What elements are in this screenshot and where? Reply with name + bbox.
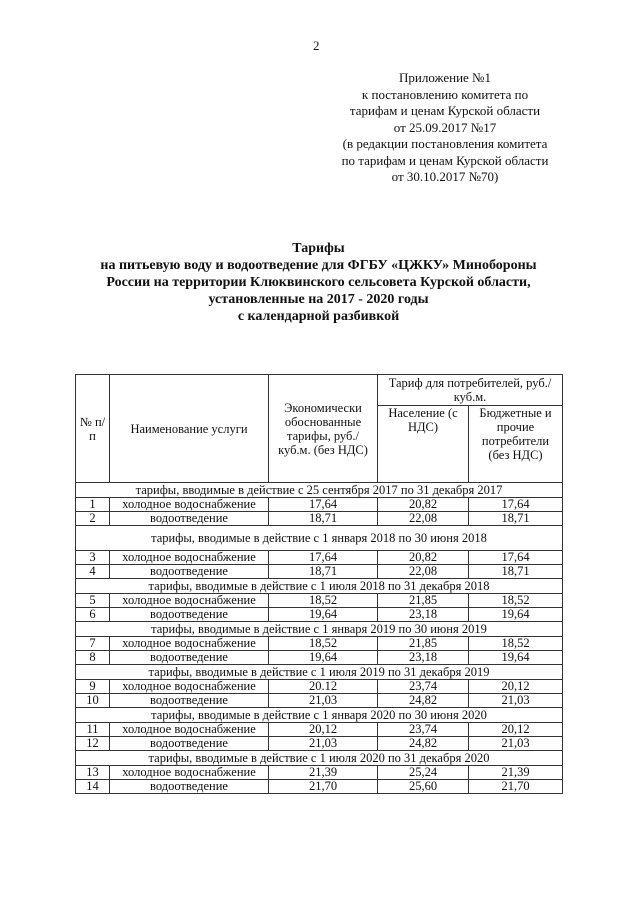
econ-tariff: 18,71 — [269, 512, 378, 526]
population-tariff: 22,08 — [378, 565, 469, 579]
section-label: тарифы, вводимые в действие с 1 июля 2020 по 31 декабря 2020 — [76, 751, 563, 766]
page-number: 2 — [313, 38, 320, 53]
section-row — [76, 579, 563, 594]
budget-tariff: 20,12 — [469, 680, 563, 694]
section-row — [76, 622, 563, 637]
row-num: 1 — [76, 498, 110, 512]
row-num: 4 — [76, 565, 110, 579]
section-label: тарифы, вводимые в действие с 1 января 2019 по 30 июня 2019 — [76, 622, 563, 637]
econ-tariff: 20,12 — [269, 723, 378, 737]
appendix-line: от 30.10.2017 №70) — [391, 169, 499, 184]
population-tariff: 21,85 — [378, 637, 469, 651]
section-row — [76, 483, 563, 498]
population-tariff: 22,08 — [378, 512, 469, 526]
table-row — [76, 512, 563, 526]
appendix-line: к постановлению комитета по — [361, 86, 529, 102]
table-row — [76, 594, 563, 608]
table-row — [76, 780, 563, 794]
table-row — [76, 608, 563, 622]
table-row — [76, 680, 563, 694]
appendix-line: тарифам и ценам Курской области — [349, 103, 541, 118]
section-label: тарифы, вводимые в действие с 1 января 2020 по 30 июня 2020 — [76, 708, 563, 723]
service-name: водоотведение — [110, 608, 269, 622]
econ-tariff: 17,64 — [269, 498, 378, 512]
section-row — [76, 751, 563, 766]
service-name: холодное водоснабжение — [110, 637, 269, 651]
budget-tariff: 19,64 — [469, 608, 563, 622]
population-tariff: 20,82 — [378, 498, 469, 512]
row-num: 6 — [76, 608, 110, 622]
budget-tariff: 21,39 — [469, 766, 563, 780]
service-name: холодное водоснабжение — [110, 551, 269, 565]
population-tariff: 25,60 — [378, 780, 469, 794]
population-tariff: 25,24 — [378, 766, 469, 780]
econ-tariff: 18,52 — [269, 594, 378, 608]
budget-tariff: 21,03 — [469, 737, 563, 751]
table-row — [76, 766, 563, 780]
title-line: на питьевую воду и водоотведение для ФГБУ «ЦЖКУ» Минобороны — [100, 258, 537, 273]
population-tariff: 21,85 — [378, 594, 469, 608]
budget-tariff: 17,64 — [469, 498, 563, 512]
econ-tariff: 19,64 — [269, 651, 378, 665]
population-tariff: 20,82 — [378, 551, 469, 565]
row-num: 5 — [76, 594, 110, 608]
table-row — [76, 737, 563, 751]
service-name: холодное водоснабжение — [110, 498, 269, 512]
row-num: 13 — [76, 766, 110, 780]
budget-tariff: 18,71 — [469, 565, 563, 579]
table-row — [76, 551, 563, 565]
budget-tariff: 17,64 — [469, 551, 563, 565]
population-tariff: 23,74 — [378, 680, 469, 694]
service-name: водоотведение — [110, 651, 269, 665]
budget-tariff: 18,71 — [469, 512, 563, 526]
econ-tariff: 21,03 — [269, 737, 378, 751]
row-num: 11 — [76, 723, 110, 737]
row-num: 8 — [76, 651, 110, 665]
row-num: 7 — [76, 637, 110, 651]
row-num: 3 — [76, 551, 110, 565]
econ-tariff: 18,52 — [269, 637, 378, 651]
header-population: Население (с НДС) — [378, 406, 469, 483]
appendix-line: от 25.09.2017 №17 — [393, 119, 497, 135]
budget-tariff: 19,64 — [469, 651, 563, 665]
service-name: водоотведение — [110, 694, 269, 708]
population-tariff: 23,74 — [378, 723, 469, 737]
section-label: тарифы, вводимые в действие с 1 июля 2018 по 31 декабря 2018 — [76, 579, 563, 594]
table-row — [76, 694, 563, 708]
budget-tariff: 20,12 — [469, 723, 563, 737]
row-num: 14 — [76, 780, 110, 794]
population-tariff: 23,18 — [378, 651, 469, 665]
econ-tariff: 21,70 — [269, 780, 378, 794]
service-name: водоотведение — [110, 565, 269, 579]
section-label: тарифы, вводимые в действие с 1 января 2018 по 30 июня 2018 — [76, 526, 563, 551]
table-row — [76, 565, 563, 579]
section-row — [76, 526, 563, 551]
title-line: Тарифы — [292, 241, 345, 256]
section-label: тарифы, вводимые в действие с 25 сентября 2017 по 31 декабря 2017 — [76, 483, 563, 498]
appendix-line: по тарифам и ценам Курской области — [341, 152, 549, 168]
table-row — [76, 498, 563, 512]
section-row — [76, 665, 563, 680]
table-row — [76, 651, 563, 665]
appendix-line: Приложение №1 — [399, 70, 491, 85]
document-title — [60, 240, 577, 325]
budget-tariff: 18,52 — [469, 637, 563, 651]
header-name: Наименование услуги — [110, 375, 269, 483]
service-name: холодное водоснабжение — [110, 766, 269, 780]
title-line: установленные на 2017 - 2020 годы — [208, 292, 429, 307]
header-num: № п/п — [76, 375, 110, 483]
budget-tariff: 21,70 — [469, 780, 563, 794]
header-econ: Экономически обоснованные тарифы, руб./ куб.м. (без НДС) — [269, 375, 378, 483]
table-row — [76, 637, 563, 651]
service-name: холодное водоснабжение — [110, 594, 269, 608]
budget-tariff: 18,52 — [469, 594, 563, 608]
title-line: России на территории Клюквинского сельсовета Курской области, — [106, 275, 531, 290]
econ-tariff: 21,39 — [269, 766, 378, 780]
appendix-block — [325, 70, 565, 186]
table-row — [76, 723, 563, 737]
service-name: водоотведение — [110, 737, 269, 751]
header-budget: Бюджетные и прочие потребители (без НДС) — [469, 406, 563, 483]
econ-tariff: 21,03 — [269, 694, 378, 708]
service-name: холодное водоснабжение — [110, 680, 269, 694]
population-tariff: 24,82 — [378, 694, 469, 708]
population-tariff: 24,82 — [378, 737, 469, 751]
row-num: 9 — [76, 680, 110, 694]
appendix-line: (в редакции постановления комитета — [342, 136, 548, 151]
econ-tariff: 19,64 — [269, 608, 378, 622]
header-consumers: Тариф для потребителей, руб./ куб.м. — [378, 375, 563, 406]
tariff-table — [75, 374, 563, 794]
service-name: холодное водоснабжение — [110, 723, 269, 737]
econ-tariff: 20.12 — [269, 680, 378, 694]
section-row — [76, 708, 563, 723]
econ-tariff: 17,64 — [269, 551, 378, 565]
econ-tariff: 18,71 — [269, 565, 378, 579]
title-line: с календарной разбивкой — [237, 309, 400, 324]
service-name: водоотведение — [110, 512, 269, 526]
budget-tariff: 21,03 — [469, 694, 563, 708]
row-num: 12 — [76, 737, 110, 751]
service-name: водоотведение — [110, 780, 269, 794]
row-num: 2 — [76, 512, 110, 526]
section-label: тарифы, вводимые в действие с 1 июля 2019 по 31 декабря 2019 — [76, 665, 563, 680]
row-num: 10 — [76, 694, 110, 708]
population-tariff: 23,18 — [378, 608, 469, 622]
